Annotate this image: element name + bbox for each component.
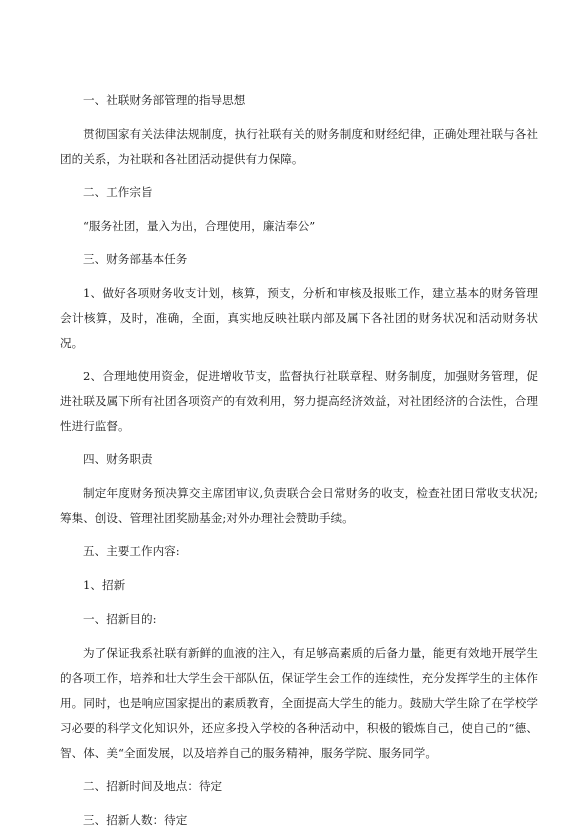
heading-work-purpose: 二、工作宗旨: [83, 185, 153, 199]
paragraph-task-1: 1、做好各项财务收支计划，核算，预支，分析和审核及报账工作，建立基本的财务管理会计核算，及时，准确，全面，真实地反映社联内部及属下各社团的财务状况和活动财务状况。: [60, 286, 538, 350]
paragraph-task-2: 2、合理地使用资金，促进增收节支，监督执行社联章程、财务制度，加强财务管理，促进社联及属下所有社团各项资产的有效利用，努力提高经济效益，对社团经济的合法性，合理性进行监督。: [60, 369, 538, 433]
heading-guiding-ideology: 一、社联财务部管理的指导思想: [83, 93, 246, 107]
heading-recruitment-purpose: 一、招新目的:: [83, 612, 157, 626]
paragraph-recruitment-purpose: 为了保证我系社联有新鲜的血液的注入，有足够高素质的后备力量，能更有效地开展学生的各项工作，培养和壮大学生会干部队伍，保证学生会工作的连续性，充分发挥学生的主体作用。同时，也是响应国家提出的素质教育，全面提高大学生的能力。鼓励大学生除了在学校学习必要的科学文化知识外，还应多投入学校的各种活动中，积极的锻炼自己，使自己的“德、智、体、美“全面发展，以及培养自己的服务精神，服务学院、服务同学。: [60, 646, 538, 760]
paragraph-work-purpose: “服务社团，量入为出，合理使用，廉洁奉公”: [83, 219, 316, 233]
heading-finance-duties: 四、财务职责: [83, 452, 153, 466]
paragraph-finance-duties: 制定年度财务预决算交主席团审议,负责联合会日常财务的收支，检查社团日常收支状况;筹集、创设、管理社团奖励基金;对外办理社会赞助手续。: [60, 486, 538, 525]
recruitment-count: 三、招新人数：待定: [83, 813, 188, 827]
heading-main-work: 五、主要工作内容:: [83, 544, 180, 558]
paragraph-guiding-ideology: 贯彻国家有关法律法规制度，执行社联有关的财务制度和财经纪律，正确处理社联与各社团的关系，为社联和各社团活动提供有力保障。: [60, 127, 538, 166]
heading-basic-tasks: 三、财务部基本任务: [83, 252, 188, 266]
recruitment-time-place: 二、招新时间及地点：待定: [83, 779, 223, 793]
heading-recruitment: 1、招新: [83, 578, 126, 592]
